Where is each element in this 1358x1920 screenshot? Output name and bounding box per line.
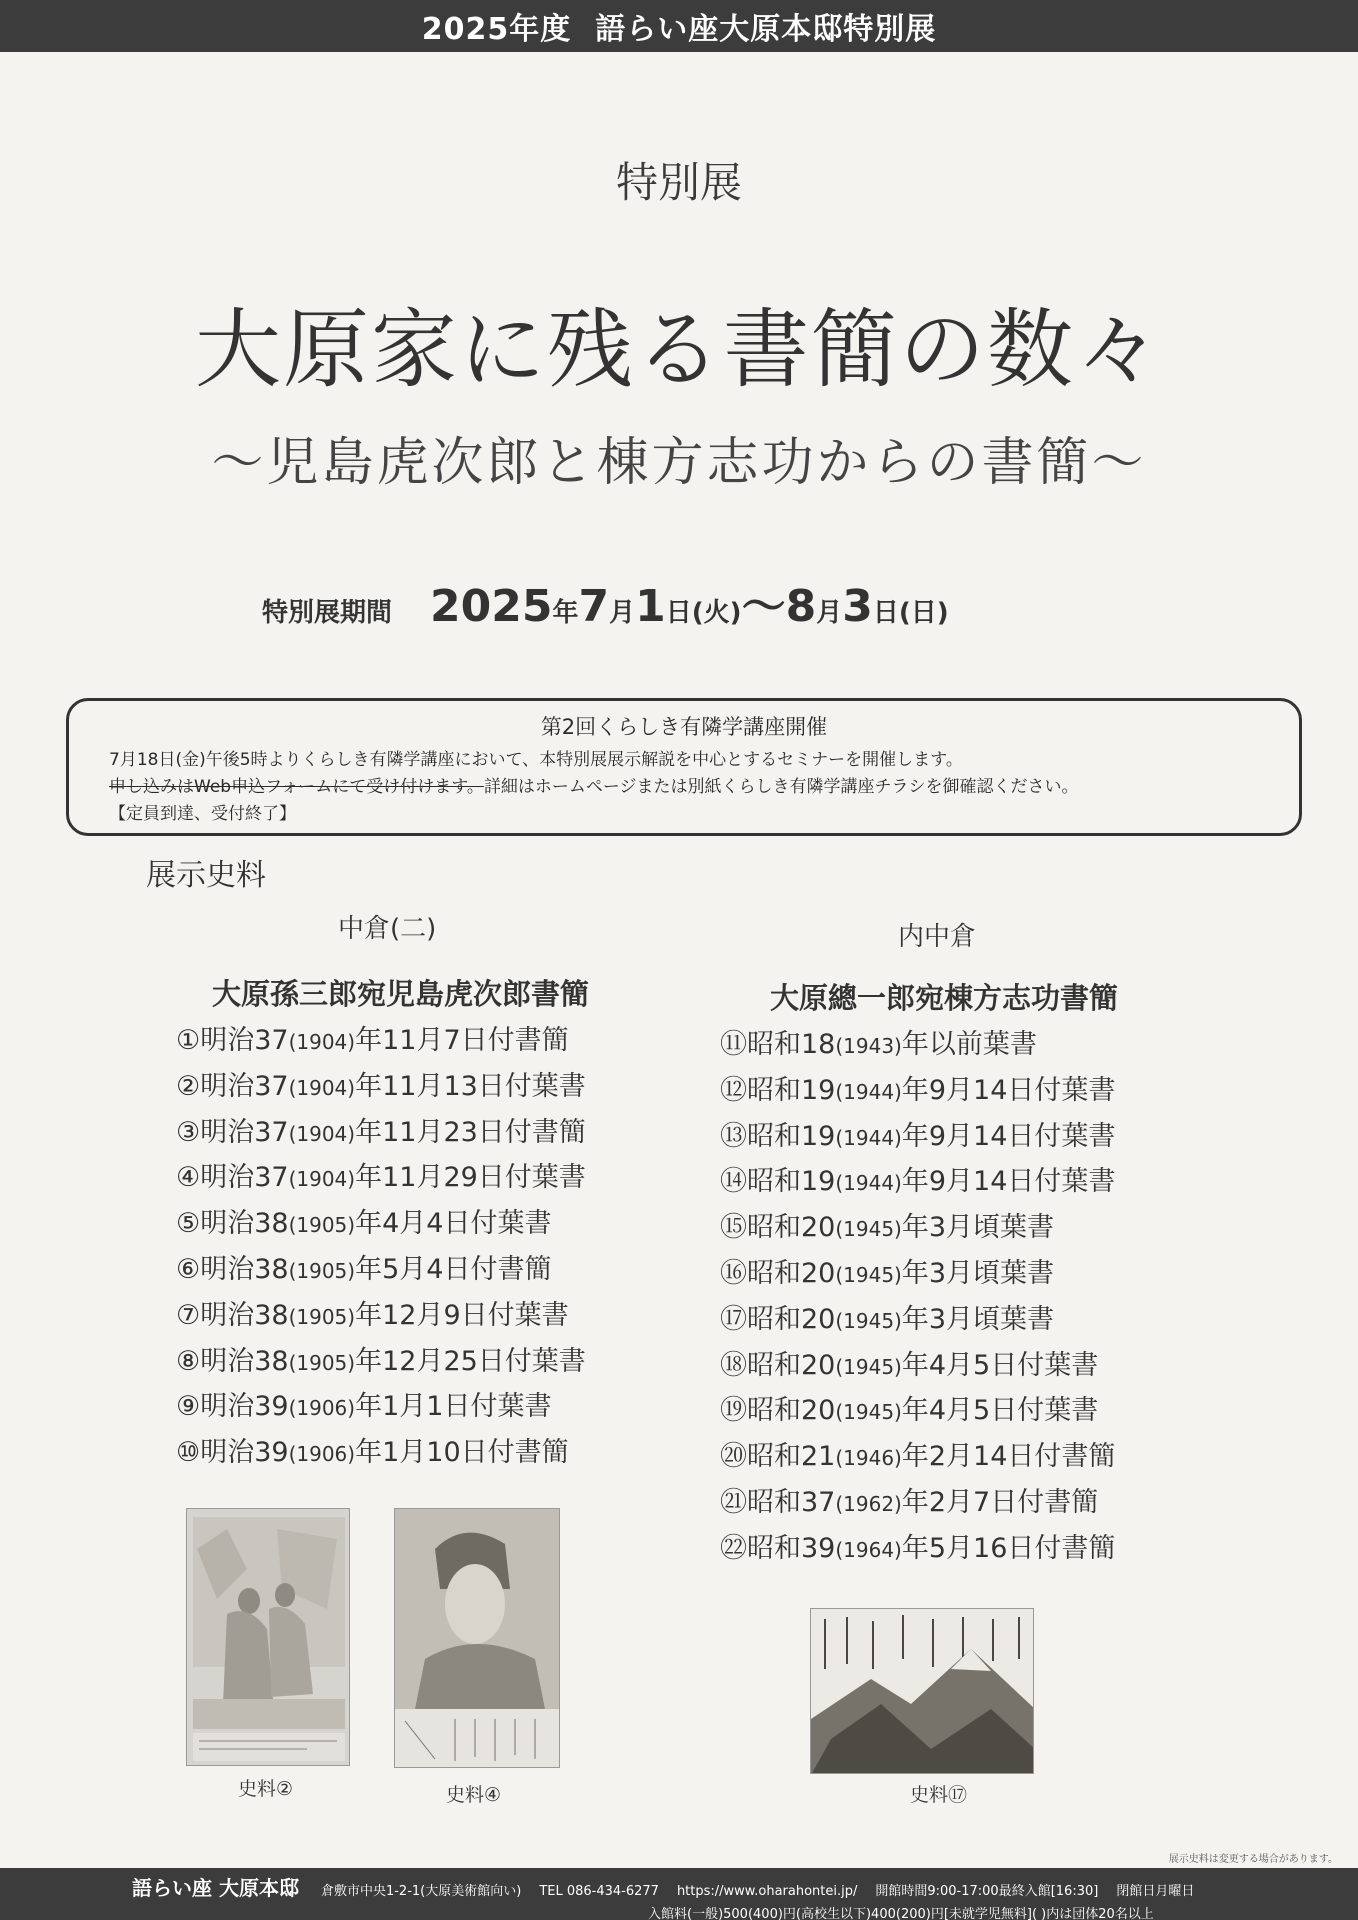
period-end-weekday: (日) — [898, 598, 949, 628]
item-era: 昭和37 — [747, 1486, 836, 1518]
right-location: 内中倉 — [898, 922, 977, 952]
exhibition-period — [262, 570, 949, 634]
item-detail: 年3月頃葉書 — [901, 1212, 1055, 1244]
item-year: (1964) — [835, 1537, 902, 1562]
item-number: ② — [176, 1070, 201, 1102]
item-year: (1904) — [288, 1030, 356, 1054]
item-era: 明治37 — [200, 1116, 289, 1148]
left-item — [176, 1110, 586, 1156]
item-number: ⑫ — [720, 1074, 747, 1106]
right-item — [720, 1068, 1115, 1114]
item-number: ③ — [176, 1116, 201, 1148]
item-detail: 年4月5日付葉書 — [901, 1349, 1099, 1381]
item-detail: 年2月7日付書簡 — [901, 1486, 1099, 1518]
item-year: (1962) — [835, 1491, 902, 1516]
right-title: 大原總一郎宛棟方志功書簡 — [770, 981, 1119, 1015]
period-end-month-unit: 月 — [816, 598, 843, 628]
item-era: 明治38 — [200, 1299, 289, 1331]
item-era: 昭和18 — [747, 1029, 836, 1060]
item-year: (1945) — [835, 1400, 902, 1425]
banner-year: 2025年度 — [421, 12, 572, 47]
notice-line-1: 7月18日(金)午後5時よりくらしき有隣学講座において、本特別展展示解説を中心とするセミナーを開催します。 — [109, 750, 963, 770]
item-era: 明治38 — [200, 1345, 289, 1377]
item-number: ④ — [176, 1162, 201, 1194]
top-banner — [0, 0, 1358, 52]
section-heading: 展示史料 — [146, 858, 266, 893]
item-year: (1946) — [835, 1446, 902, 1471]
item-detail: 年4月5日付葉書 — [901, 1395, 1099, 1427]
item-detail: 年12月9日付葉書 — [355, 1299, 569, 1331]
seminar-notice — [66, 698, 1302, 836]
notice-line-3: 【定員到達、受付終了】 — [109, 804, 296, 824]
item-era: 昭和19 — [747, 1120, 836, 1152]
item-era: 明治38 — [200, 1253, 289, 1285]
right-item — [720, 1343, 1115, 1389]
exhibition-type: 特別展 — [615, 158, 742, 207]
disclaimer: 展示史料は変更する場合があります。 — [1168, 1854, 1338, 1865]
right-item — [720, 1297, 1115, 1343]
period-end-month: 8 — [785, 581, 817, 632]
item-era: 明治37 — [200, 1025, 289, 1056]
two-women-sketch-image — [187, 1509, 350, 1766]
period-label: 特別展期間 — [262, 598, 393, 628]
caption-photo-17: 史料⑰ — [910, 1784, 968, 1806]
item-year: (1905) — [288, 1213, 356, 1238]
item-detail: 年2月14日付書簡 — [901, 1441, 1116, 1473]
footer-url-link[interactable]: https://www.oharahontei.jp/ — [676, 1884, 858, 1899]
left-item — [176, 1155, 586, 1201]
item-detail: 年11月13日付葉書 — [355, 1070, 586, 1102]
right-item — [720, 1526, 1115, 1572]
left-item — [176, 1201, 586, 1247]
item-number: ⑳ — [720, 1441, 747, 1473]
letter-photo-2 — [186, 1508, 350, 1766]
item-year: (1944) — [835, 1171, 902, 1196]
footer-hours: 開館時間9:00-17:00最終入館[16:30] — [875, 1884, 1099, 1899]
period-end-day: 3 — [842, 581, 873, 632]
item-year: (1904) — [288, 1167, 356, 1192]
item-year: (1943) — [835, 1034, 902, 1058]
item-number: ⑲ — [720, 1395, 747, 1427]
right-item-list — [720, 1022, 1115, 1572]
item-year: (1945) — [835, 1217, 902, 1242]
notice-title: 第2回くらしき有隣学講座開催 — [540, 715, 828, 739]
left-item — [176, 1339, 586, 1385]
item-detail: 年11月23日付書簡 — [355, 1116, 586, 1148]
item-year: (1944) — [835, 1125, 902, 1150]
period-end-day-unit: 日 — [872, 598, 899, 628]
page-title: 大原家に残る書簡の数々 — [195, 300, 1163, 400]
item-number: ⑪ — [720, 1029, 747, 1060]
right-item — [720, 1251, 1115, 1297]
period-tilde: ～ — [741, 581, 786, 632]
item-number: ⑨ — [176, 1391, 201, 1423]
period-start-day: 1 — [635, 581, 666, 632]
notice-line-2 — [109, 774, 1259, 801]
item-era: 明治37 — [200, 1070, 289, 1102]
banner-event: 語らい座大原本邸特別展 — [595, 12, 937, 47]
footer — [0, 1868, 1358, 1920]
item-detail: 年9月14日付葉書 — [901, 1120, 1116, 1152]
item-detail: 年9月14日付葉書 — [901, 1166, 1116, 1198]
notice-line-2-rest: 詳細はホームページまたは別紙くらしき有隣学講座チラシを御確認ください。 — [483, 777, 1079, 797]
item-year: (1905) — [288, 1350, 356, 1375]
item-year: (1904) — [288, 1075, 356, 1100]
letter-photo-17 — [810, 1608, 1034, 1774]
item-number: ⑦ — [176, 1299, 201, 1331]
period-start-month: 7 — [578, 581, 610, 632]
item-number: ⑯ — [720, 1257, 747, 1289]
item-detail: 年1月10日付書簡 — [355, 1437, 569, 1469]
item-year: (1906) — [288, 1396, 356, 1421]
mountain-postcard-image — [811, 1609, 1034, 1774]
item-number: ⑭ — [720, 1166, 747, 1198]
item-number: ㉑ — [720, 1486, 747, 1518]
footer-address: 倉敷市中央1-2-1(大原美術館向い) — [320, 1884, 522, 1899]
item-detail: 年4月4日付葉書 — [355, 1208, 552, 1240]
page-subtitle: ～児島虎次郎と棟方志功からの書簡～ — [211, 433, 1147, 493]
item-number: ⑥ — [176, 1253, 201, 1285]
footer-venue: 語らい座 大原本邸 — [132, 1876, 299, 1900]
item-year: (1945) — [835, 1354, 902, 1379]
item-era: 昭和19 — [747, 1074, 836, 1106]
notice-struck-text: 申し込みはWeb申込フォームにて受け付けます。 — [109, 777, 484, 797]
item-era: 昭和21 — [747, 1441, 836, 1473]
period-start-weekday: (火) — [691, 598, 742, 628]
item-number: ⑤ — [176, 1208, 201, 1240]
item-number: ⑱ — [720, 1349, 747, 1381]
footer-info — [132, 1868, 1358, 1901]
item-era: 明治37 — [200, 1162, 289, 1194]
item-year: (1945) — [835, 1308, 902, 1333]
item-detail: 年1月1日付葉書 — [355, 1391, 552, 1423]
period-month-unit: 月 — [609, 598, 636, 628]
left-item — [176, 1384, 586, 1430]
footer-fees: 入館料(一般)500(400)円(高校生以下)400(200)円[未就学児無料]( )内は団体20名以上 — [648, 1907, 1154, 1920]
item-year: (1906) — [288, 1442, 356, 1467]
right-item — [720, 1480, 1115, 1526]
item-detail: 年11月29日付葉書 — [355, 1162, 586, 1194]
item-number: ㉒ — [720, 1532, 747, 1564]
right-item — [720, 1388, 1115, 1434]
period-day-unit: 日 — [665, 598, 692, 628]
right-item — [720, 1022, 1115, 1068]
left-location: 中倉(二) — [338, 914, 437, 944]
footer-closed: 閉館日月曜日 — [1116, 1884, 1195, 1899]
item-era: 明治39 — [200, 1437, 289, 1469]
item-detail: 年12月25日付葉書 — [355, 1345, 586, 1377]
right-item — [720, 1434, 1115, 1480]
item-era: 昭和20 — [747, 1257, 836, 1289]
left-item — [176, 1064, 586, 1110]
period-year-unit: 年 — [552, 598, 579, 628]
item-detail: 年11月7日付書簡 — [355, 1025, 569, 1056]
item-number: ① — [176, 1025, 201, 1056]
right-item — [720, 1159, 1115, 1205]
item-year: (1905) — [288, 1304, 356, 1329]
period-year: 2025 — [430, 581, 553, 632]
item-era: 昭和39 — [747, 1532, 836, 1564]
caption-photo-4: 史料④ — [446, 1784, 502, 1806]
letter-photo-4 — [394, 1508, 560, 1768]
item-era: 昭和20 — [747, 1303, 836, 1335]
item-year: (1945) — [835, 1262, 902, 1287]
item-number: ⑧ — [176, 1345, 201, 1377]
item-era: 昭和20 — [747, 1349, 836, 1381]
right-item — [720, 1114, 1115, 1160]
item-era: 明治38 — [200, 1208, 289, 1240]
woman-portrait-image — [395, 1509, 560, 1768]
item-year: (1905) — [288, 1258, 356, 1283]
item-detail: 年5月16日付書簡 — [901, 1532, 1116, 1564]
item-year: (1944) — [835, 1079, 902, 1104]
left-title: 大原孫三郎宛児島虎次郎書簡 — [212, 977, 590, 1011]
item-detail: 年以前葉書 — [901, 1029, 1037, 1060]
item-number: ⑮ — [720, 1212, 747, 1244]
item-detail: 年9月14日付葉書 — [901, 1074, 1116, 1106]
item-number: ⑩ — [176, 1437, 201, 1469]
footer-tel: TEL 086-434-6277 — [539, 1884, 659, 1899]
item-era: 昭和19 — [747, 1166, 836, 1198]
item-number: ⑰ — [720, 1303, 747, 1335]
left-item — [176, 1430, 586, 1476]
item-detail: 年3月頃葉書 — [901, 1303, 1055, 1335]
item-era: 明治39 — [200, 1391, 289, 1423]
right-item — [720, 1205, 1115, 1251]
left-item-list — [176, 1018, 586, 1476]
item-year: (1904) — [288, 1121, 356, 1146]
caption-photo-2: 史料② — [238, 1778, 294, 1800]
item-era: 昭和20 — [747, 1395, 836, 1427]
item-number: ⑬ — [720, 1120, 747, 1152]
left-item — [176, 1293, 586, 1339]
item-detail: 年5月4日付書簡 — [355, 1253, 552, 1285]
left-item — [176, 1247, 586, 1293]
item-detail: 年3月頃葉書 — [901, 1257, 1055, 1289]
left-item — [176, 1018, 586, 1064]
item-era: 昭和20 — [747, 1212, 836, 1244]
